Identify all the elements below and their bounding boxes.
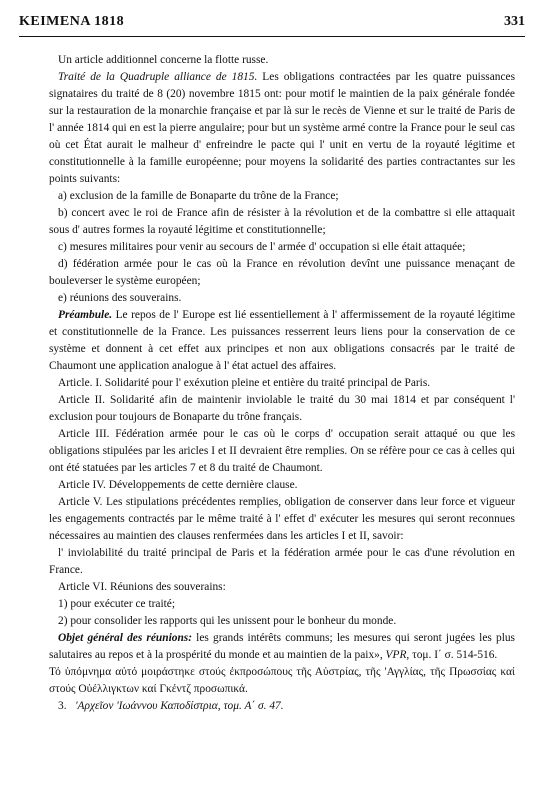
footnote bbox=[49, 698, 515, 715]
article-1: Article. I. Solidarité pour l' exéxution pleine et entière du traité principal de Paris. bbox=[58, 377, 431, 389]
article-6-item-2: 2) pour consolider les rapports qui les unissent pour le bonheur du monde. bbox=[58, 615, 397, 627]
page-number: 331 bbox=[504, 14, 525, 29]
paragraph-heading: Préambule. bbox=[58, 309, 113, 321]
source-pages: , τομ. I΄ σ. 514-516. bbox=[406, 649, 498, 661]
article-5: Article V. Les stipulations précédentes remplies, obligation de conserver dans leur force et vigueur les engagements contractés par le même traité à l' effet d' exécuter les mesures qui seront reconnues nécessaires au maintien des clauses renfermées dans les articles I et II, savoir: bbox=[49, 496, 515, 542]
running-header bbox=[19, 14, 525, 37]
article-6: Article VI. Réunions des souverains: bbox=[58, 581, 226, 593]
paragraph-heading: Objet général des réunions: bbox=[58, 632, 193, 644]
article-6-item-1: 1) pour exécuter ce traité; bbox=[58, 598, 176, 610]
list-item-b: b) concert avec le roi de France afin de résister à la révolution et de la combattre si elle attaquait sous d' autres formes la royauté légitime et constitutionnelle; bbox=[49, 207, 515, 236]
list-item-a: a) exclusion de la famille de Bonaparte du trône de la France; bbox=[58, 190, 339, 202]
article-5-clause: l' inviolabilité du traité principal de Paris et la fédération armée pour le cas d'une révolution en France. bbox=[49, 547, 515, 576]
footnote-number: 3. bbox=[58, 700, 67, 712]
header-title: KEIMENA 1818 bbox=[19, 14, 125, 29]
greek-note: Τό ὑπόμνημα αὐτό μοιράστηκε στούς ἐκπροσώπους τῆς Αὐστρίας, τῆς 'Αγγλίας, τῆς Πρωσσίας καί στούς Οὐέλλιγκτων καί Γκέντζ προσωπικά. bbox=[49, 666, 515, 695]
paragraph-flotte: Un article additionnel concerne la flotte russe. bbox=[58, 54, 269, 66]
list-item-e: e) réunions des souverains. bbox=[58, 292, 182, 304]
document-body bbox=[49, 52, 515, 715]
paragraph-objet-general bbox=[49, 630, 515, 664]
article-2: Article II. Solidarité afin de maintenir inviolable le traité du 30 mai 1814 et par conséquent l' exclusion pour toujours de Bonaparte du trône français. bbox=[49, 394, 515, 423]
list-item-d: d) fédération armée pour le cas où la France en révolution devînt une puissance menaçant de bouleverser le système européen; bbox=[49, 258, 515, 287]
paragraph-heading: Traité de la Quadruple alliance de 1815. bbox=[58, 71, 258, 83]
paragraph-quadruple-alliance bbox=[49, 69, 515, 188]
paragraph-text: Les obligations contractées par les quatre puissances signataires du traité de 8 (20) novembre 1815 ont: pour motif le maintien de la paix générale fondée sur la restauration de la monarchie française et par là sur le recès de Vienne et sur le traité de Paris de l' année 1814 qui en est la pierre angulaire; pour but un système armé contre la France pour le seul cas où cet État aurait le malheur d' enfreindre le pacte qui l' unit en vertu de la royauté légitime et constitutionnelle à la famille européenne; pour moyens la solidarité des parties contractantes sur les points suivants: bbox=[49, 71, 516, 185]
paragraph-text: les grands intérêts communs; les mesures qui seront jugées les plus salutaires au repos et à la prospérité du monde et au maintien de la paix», bbox=[49, 632, 515, 661]
list-item-c: c) mesures militaires pour venir au secours de l' armée d' occupation si elle était attaquée; bbox=[58, 241, 466, 253]
paragraph-preambule bbox=[49, 307, 515, 375]
article-4: Article IV. Développements de cette dernière clause. bbox=[58, 479, 298, 491]
source-reference: VPR bbox=[385, 649, 407, 661]
footnote-text: 'Αρχεῖον 'Ιωάννου Καποδίστρια, τομ. Α΄ σ. 47. bbox=[75, 700, 284, 712]
article-3: Article III. Fédération armée pour le cas où le corps d' occupation serait attaqué ou que les obligations stipulées par les aricles I et II devraient être remplies. On se réfère pour ce cas à celles qui ont été statuées par les articles 7 et 8 du traité de Chaumont. bbox=[49, 428, 515, 474]
paragraph-text: Le repos de l' Europe est lié essentiellement à l' affermissement de la royauté légitime et constitutionnelle de la France. Les puissances resserrent leurs liens pour la conservation de ce système et donnent à cet effet aux principes et non aux obligations consacrés par le traité de Chaumont une application analogue à l' état actuel des affaires. bbox=[49, 309, 515, 372]
